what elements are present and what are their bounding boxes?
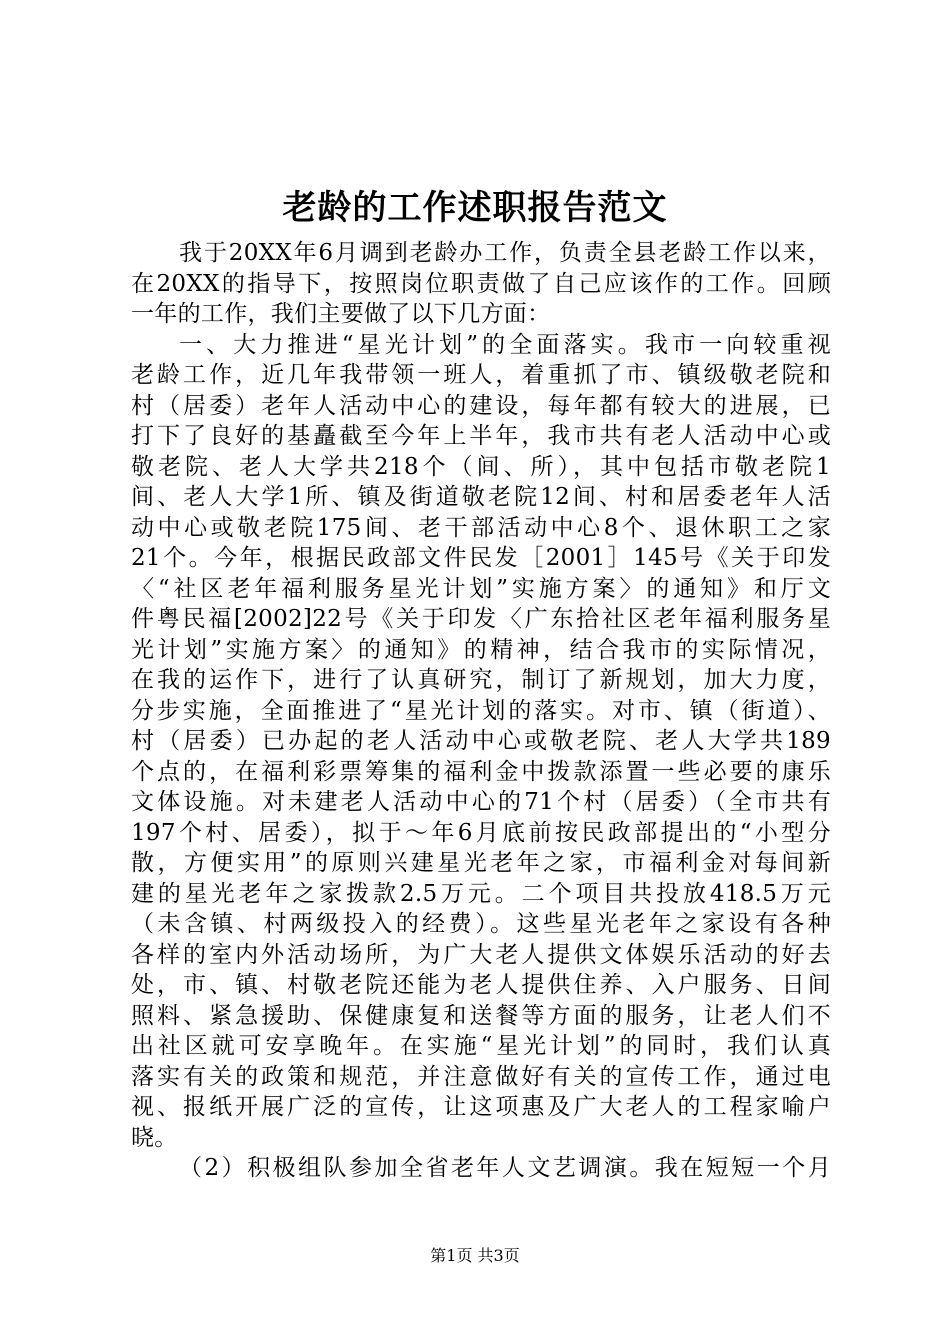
text-line: 晓。 <box>131 1124 178 1151</box>
text-line: 村（居委）老年人活动中心的建设，每年都有较大的进展，已 <box>131 392 831 419</box>
page-footer: 第1页 共3页 <box>430 1246 520 1265</box>
text-line: 一、大力推进“星光计划”的全面落实。我市一向较重视 <box>179 331 831 358</box>
text-line: 一年的工作，我们主要做了以下几方面： <box>131 301 551 327</box>
text-line: 文体设施。对未建老人活动中心的71个村（居委）（全市共有 <box>131 789 831 815</box>
text-line: 间、老人大学1所、镇及街道敬老院12间、村和居委老年人活 <box>131 484 831 510</box>
text-line: 件粤民福[2002]22号《关于印发〈广东拾社区老年福利服务星 <box>131 606 831 632</box>
text-line: 各样的室内外活动场所，为广大老人提供文体娱乐活动的好去 <box>131 941 831 968</box>
text-line: （2）积极组队参加全省老年人文艺调演。我在短短一个月 <box>179 1155 831 1181</box>
text-line: 落实有关的政策和规范，并注意做好有关的宣传工作，通过电 <box>131 1063 831 1090</box>
text-line: 197个村、居委），拟于～年6月底前按民政部提出的“小型分 <box>131 819 831 846</box>
text-line: 光计划”实施方案〉的通知》的精神，结合我市的实际情况， <box>131 636 831 663</box>
text-line: 个点的，在福利彩票筹集的福利金中拨款添置一些必要的康乐 <box>131 758 831 785</box>
text-line: （未含镇、村两级投入的经费）。这些星光老年之家设有各种 <box>131 911 831 937</box>
text-line: 敬老院、老人大学共218个（间、所），其中包括市敬老院1 <box>131 453 831 480</box>
document-body <box>131 238 831 1184</box>
text-line: 〈“社区老年福利服务星光计划”实施方案〉的通知》和厅文 <box>131 575 831 602</box>
document-title: 老龄的工作述职报告范文 <box>282 188 668 228</box>
text-line: 处，市、镇、村敬老院还能为老人提供住养、入户服务、日间 <box>131 972 831 998</box>
text-line: 老龄工作，近几年我带领一班人，着重抓了市、镇级敬老院和 <box>131 362 831 388</box>
text-line: 视、报纸开展广泛的宣传，让这项惠及广大老人的工程家喻户 <box>131 1094 831 1120</box>
text-line: 我于20XX年6月调到老龄办工作，负责全县老龄工作以来， <box>179 240 831 266</box>
text-line: 在20XX的指导下，按照岗位职责做了自己应该作的工作。回顾 <box>131 270 831 297</box>
text-line: 散，方便实用”的原则兴建星光老年之家，市福利金对每间新 <box>131 850 831 876</box>
text-line: 打下了良好的基矗截至今年上半年，我市共有老人活动中心或 <box>131 423 831 449</box>
text-line: 21个。今年，根据民政部文件民发［2001］145号《关于印发 <box>131 545 831 571</box>
text-line: 分步实施，全面推进了“星光计划的落实。对市、镇（街道）、 <box>131 697 831 724</box>
text-line: 出社区就可安享晚年。在实施“星光计划”的同时，我们认真 <box>131 1033 831 1059</box>
text-line: 在我的运作下，进行了认真研究，制订了新规划，加大力度， <box>131 667 831 693</box>
text-line: 建的星光老年之家拨款2.5万元。二个项目共投放418.5万元 <box>131 880 831 907</box>
text-line: 村（居委）已办起的老人活动中心或敬老院、老人大学共189 <box>131 728 831 754</box>
text-line: 照料、紧急援助、保健康复和送餐等方面的服务，让老人们不 <box>131 1002 831 1029</box>
text-line: 动中心或敬老院175间、老干部活动中心8个、退休职工之家 <box>131 514 831 541</box>
